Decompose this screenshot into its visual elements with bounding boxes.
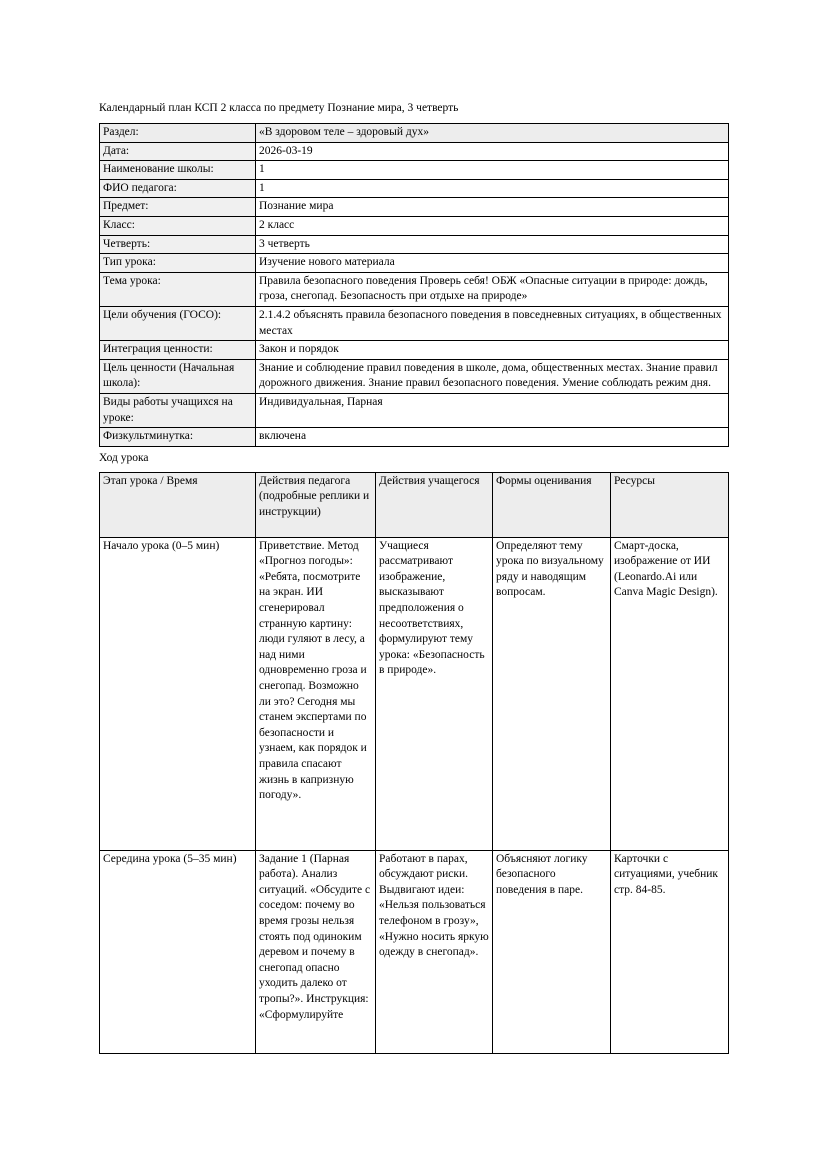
info-row-value: включена — [256, 428, 729, 447]
flow-table-body — [100, 537, 729, 1053]
info-row-label: Дата: — [100, 142, 256, 161]
info-row-value: 2.1.4.2 объяснять правила безопасного поведения в повседневных ситуациях, в общественных местах — [256, 306, 729, 340]
info-table-row — [100, 124, 729, 143]
flow-table-header-row — [100, 472, 729, 537]
flow-cell-resources: Карточки с ситуациями, учебник стр. 84-85. — [611, 850, 729, 1053]
flow-table-row — [100, 537, 729, 850]
info-table-row — [100, 306, 729, 340]
info-row-label: Предмет: — [100, 198, 256, 217]
info-table-row — [100, 341, 729, 360]
info-row-label: Раздел: — [100, 124, 256, 143]
info-row-value: Правила безопасного поведения Проверь себя! ОБЖ «Опасные ситуации в природе: дождь, гроза, снегопад. Безопасность при отдыхе на природе» — [256, 272, 729, 306]
flow-cell-assessment: Определяют тему урока по визуальному ряду и наводящим вопросам. — [493, 537, 611, 850]
info-table-row — [100, 272, 729, 306]
page-title: Календарный план КСП 2 класса по предмету Познание мира, 3 четверть — [99, 102, 459, 114]
info-row-label: Цель ценности (Начальная школа): — [100, 359, 256, 393]
info-table-row — [100, 428, 729, 447]
info-table-row — [100, 198, 729, 217]
info-row-value: 1 — [256, 179, 729, 198]
info-row-label: Наименование школы: — [100, 161, 256, 180]
info-row-label: Четверть: — [100, 235, 256, 254]
info-row-label: Тип урока: — [100, 254, 256, 273]
flow-cell-teacher-actions: Приветствие. Метод «Прогноз погоды»: «Ребята, посмотрите на экран. ИИ сгенерировал странную картину: люди гуляют в лесу, а над ними одновременно гроза и снегопад. Возможно ли это? Сегодня мы станем экспертами по безопасности и узнаем, как порядок и правила спасают жизнь в капризную погоду». — [256, 537, 376, 850]
flow-cell-assessment: Объясняют логику безопасного поведения в паре. — [493, 850, 611, 1053]
info-row-value: Индивидуальная, Парная — [256, 393, 729, 427]
flow-cell-resources: Смарт-доска, изображение от ИИ (Leonardo.Ai или Canva Magic Design). — [611, 537, 729, 850]
info-row-value: 1 — [256, 161, 729, 180]
document-content — [99, 100, 728, 1054]
column-header-assessment-forms: Формы оценивания — [493, 472, 611, 537]
info-table-body — [100, 124, 729, 447]
info-table-row — [100, 254, 729, 273]
info-row-label: ФИО педагога: — [100, 179, 256, 198]
info-table-row — [100, 359, 729, 393]
info-row-value: Изучение нового материала — [256, 254, 729, 273]
flow-cell-student-actions: Учащиеся рассматривают изображение, высказывают предположения о несоответствиях, формулируют тему урока: «Безопасность в природе». — [376, 537, 493, 850]
flow-cell-teacher-actions: Задание 1 (Парная работа). Анализ ситуаций. «Обсудите с соседом: почему во время грозы нельзя стоять под одиноким деревом и почему в снегопад опасно уходить далеко от тропы?». Инструкция: «Сформулируйте — [256, 850, 376, 1053]
column-header-resources: Ресурсы — [611, 472, 729, 537]
column-header-teacher-actions: Действия педагога (подробные реплики и инструкции) — [256, 472, 376, 537]
lesson-flow-table — [99, 472, 729, 1054]
info-row-label: Класс: — [100, 216, 256, 235]
info-row-value: Познание мира — [256, 198, 729, 217]
info-table-row — [100, 235, 729, 254]
info-row-value: Знание и соблюдение правил поведения в школе, дома, общественных местах. Знание правил дорожного движения. Знание правил безопасного поведения. Умение соблюдать режим дня. — [256, 359, 729, 393]
flow-cell-student-actions: Работают в парах, обсуждают риски. Выдвигают идеи: «Нельзя пользоваться телефоном в грозу», «Нужно носить яркую одежду в снегопад». — [376, 850, 493, 1053]
info-table-row — [100, 393, 729, 427]
info-table-row — [100, 161, 729, 180]
info-table-row — [100, 142, 729, 161]
info-row-value: 3 четверть — [256, 235, 729, 254]
flow-table-row — [100, 850, 729, 1053]
column-header-stage: Этап урока / Время — [100, 472, 256, 537]
info-row-label: Виды работы учащихся на уроке: — [100, 393, 256, 427]
info-table-row — [100, 216, 729, 235]
info-row-value: Закон и порядок — [256, 341, 729, 360]
flow-cell-stage: Середина урока (5–35 мин) — [100, 850, 256, 1053]
flow-cell-stage: Начало урока (0–5 мин) — [100, 537, 256, 850]
info-row-value: 2 класс — [256, 216, 729, 235]
info-row-label: Цели обучения (ГОСО): — [100, 306, 256, 340]
info-row-value: «В здоровом теле – здоровый дух» — [256, 124, 729, 143]
info-row-value: 2026-03-19 — [256, 142, 729, 161]
info-row-label: Физкультминутка: — [100, 428, 256, 447]
column-header-student-actions: Действия учащегося — [376, 472, 493, 537]
info-row-label: Тема урока: — [100, 272, 256, 306]
flow-table-head — [100, 472, 729, 537]
lesson-info-table — [99, 123, 729, 447]
info-row-label: Интеграция ценности: — [100, 341, 256, 360]
section-caption-lesson-flow: Ход урока — [99, 451, 149, 464]
info-table-row — [100, 179, 729, 198]
